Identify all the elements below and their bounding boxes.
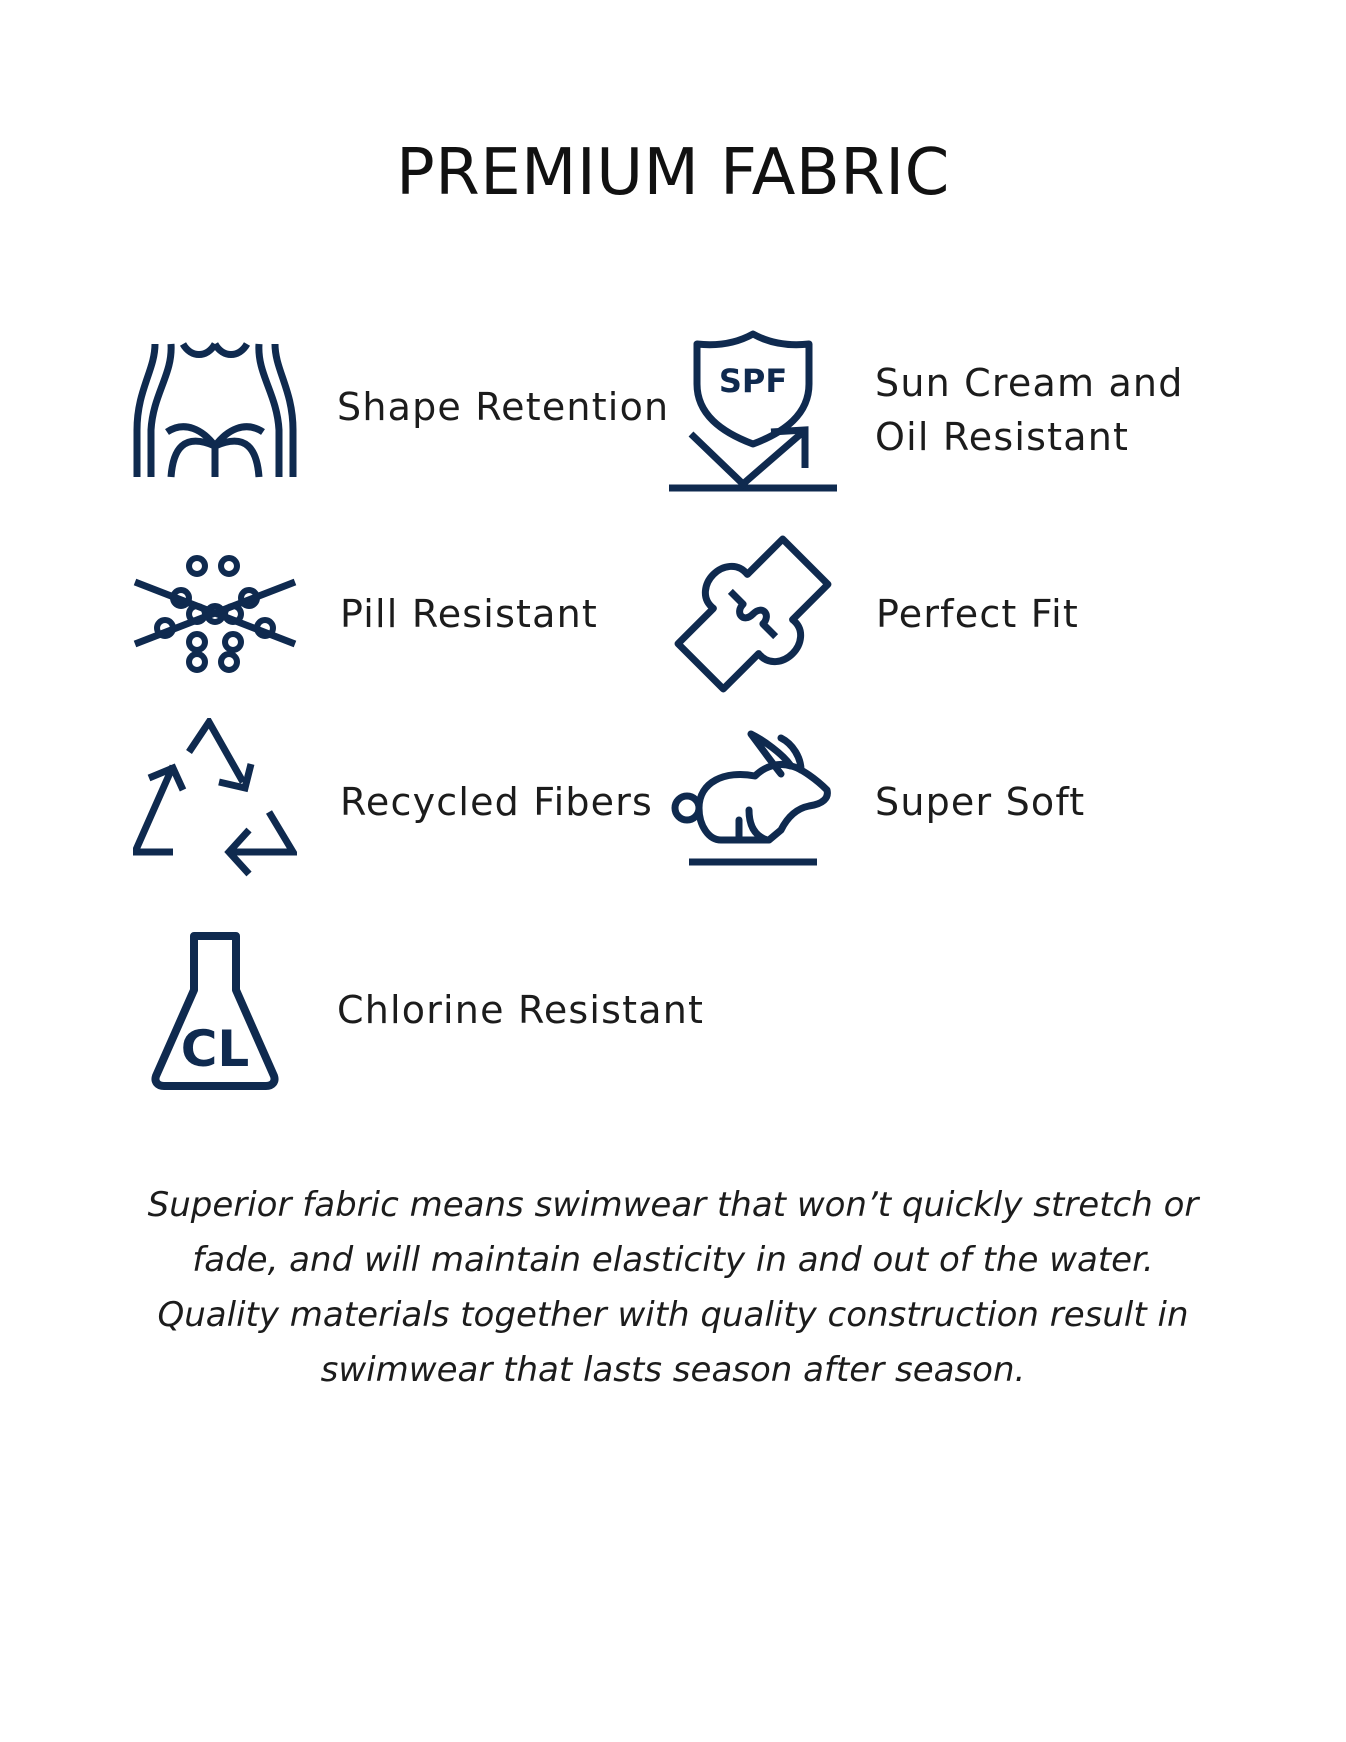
chlorine-label: CL <box>180 1020 250 1078</box>
feature-label-shape-retention: Shape Retention <box>337 385 670 429</box>
fabric-description: Superior fabric means swimwear that won’t quickly stretch or fade, and will maintain elasticity in and out of the water. Quality materials together with quality construction result in swimwear that lasts season after season. <box>147 1185 1199 1390</box>
feature-label-pill-resistant: Pill Resistant <box>340 592 599 636</box>
feature-label-recycled-fibers: Recycled Fibers <box>340 780 654 824</box>
feature-label-perfect-fit: Perfect Fit <box>876 592 1079 636</box>
pill-crossed-icon <box>133 552 297 674</box>
feature-label-super-soft: Super Soft <box>875 780 1086 824</box>
page-title: PREMIUM FABRIC <box>396 136 950 210</box>
body-shape-icon <box>133 340 297 480</box>
recycle-icon <box>133 718 297 882</box>
rabbit-icon <box>669 730 837 870</box>
puzzle-icon <box>669 530 837 698</box>
spf-shield-icon <box>669 328 837 496</box>
feature-label-chlorine-resistant: Chlorine Resistant <box>337 988 705 1032</box>
spf-label: SPF <box>718 362 788 400</box>
feature-label-sun-cream-oil-resistant: Sun Cream and Oil Resistant <box>875 361 1184 459</box>
chlorine-flask-icon <box>150 930 280 1090</box>
